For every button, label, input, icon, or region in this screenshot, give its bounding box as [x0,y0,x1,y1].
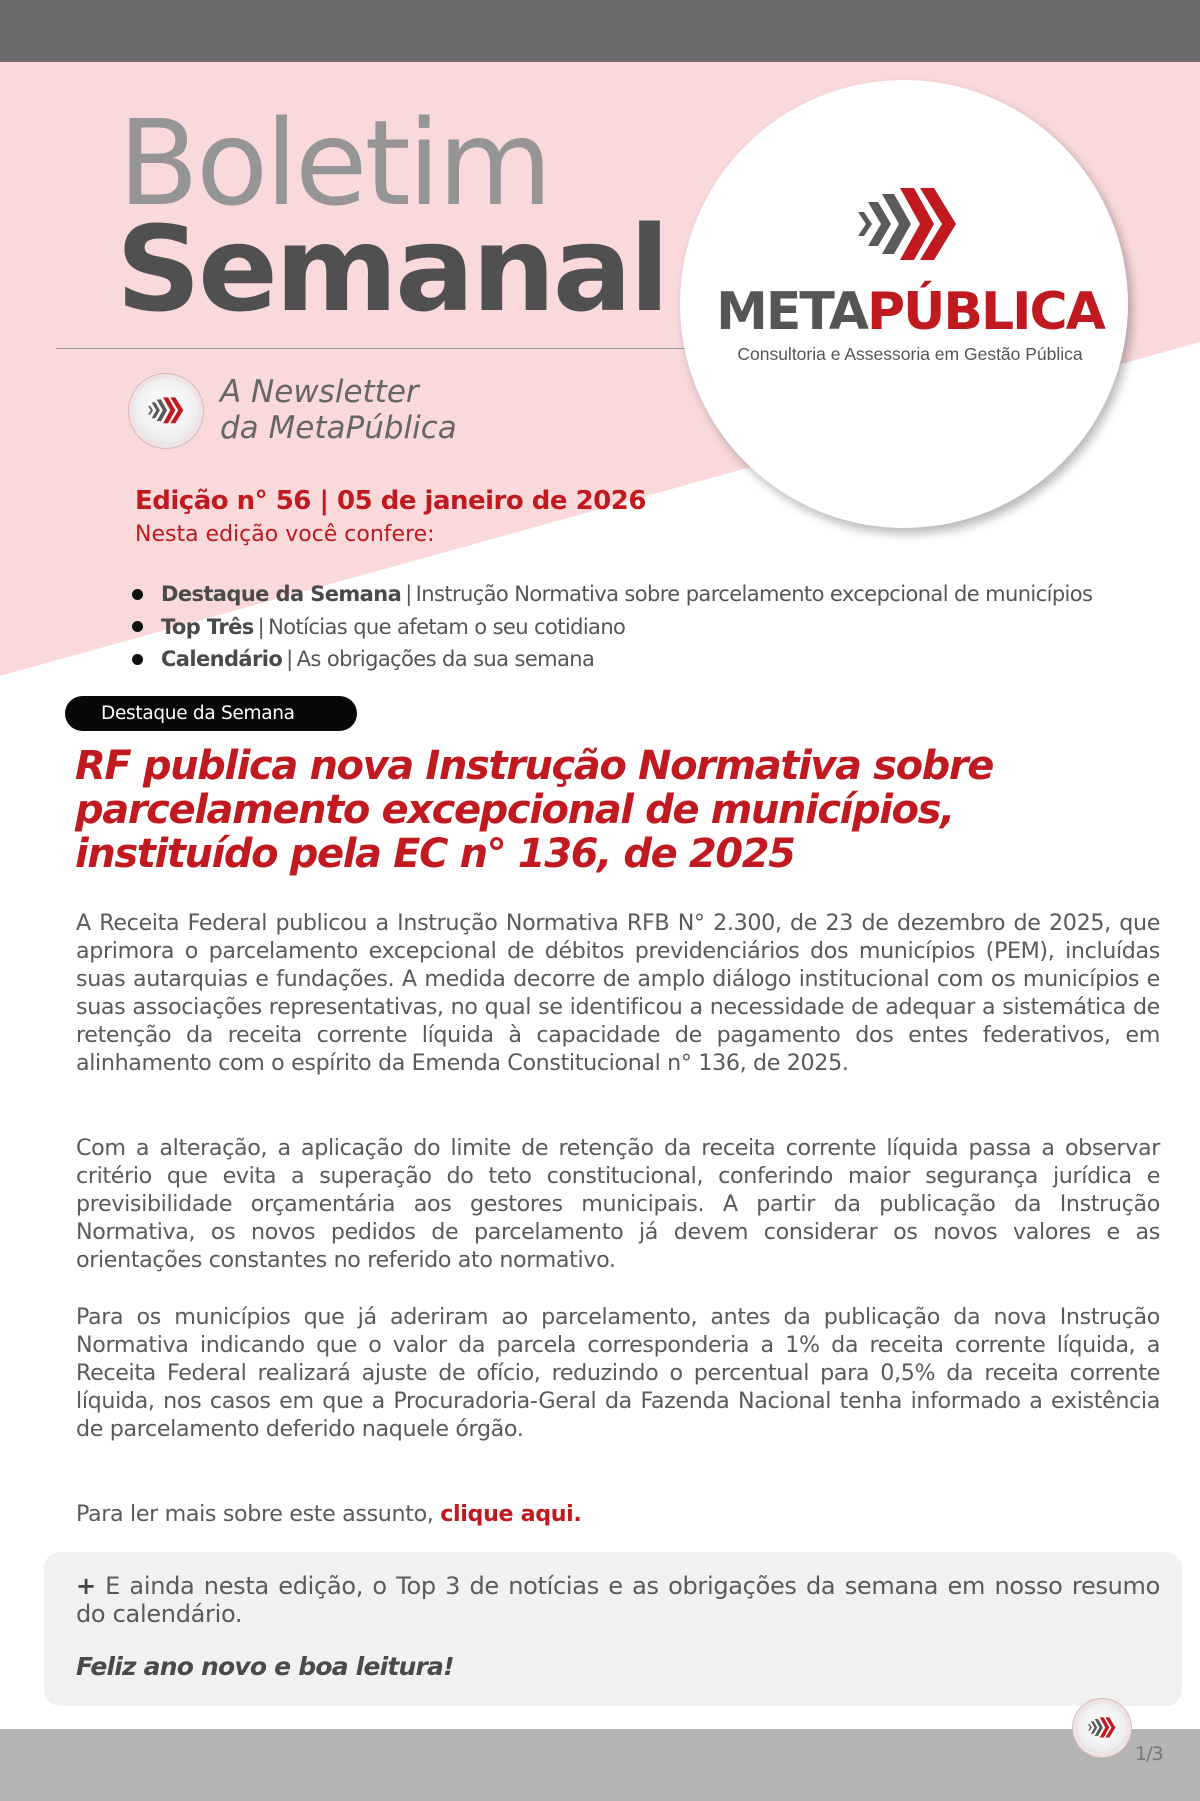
chevrons-right-icon [1088,1717,1116,1739]
brand-tagline: Consultoria e Assessoria em Gestão Pública [737,344,1083,364]
article-paragraph-1: A Receita Federal publicou a Instrução Normativa RFB N° 2.300, de 23 de dezembro de 2025, que aprimora o parcelamento excepcional de débitos previdenciários dos municípios (PEM), incluídas suas autarquias e fundações. A medida decorre de amplo diálogo institucional com os municípios e suas associações representativas, no qual se identificou a necessidade de adequar a sistemática de retenção da receita corrente líquida à capacidade de pagamento dos entes federativos, em alinhamento com o espírito da Emenda Constitucional n° 136, de 2025. [76,910,1160,1076]
bullet-icon [132,654,143,665]
toc-label: Top Três [161,614,254,639]
read-more-prefix: Para ler mais sobre este assunto, [76,1501,441,1527]
read-more-link[interactable]: clique aqui. [440,1501,582,1527]
toc-description: Instrução Normativa sobre parcelamento excepcional de municípios [415,582,1093,606]
callout-text [76,1572,1160,1628]
callout-closing: Feliz ano novo e boa leitura! [76,1652,454,1681]
page-indicator: 1/3 [1135,1743,1163,1765]
article-paragraph-2: Com a alteração, a aplicação do limite de retenção da receita corrente líquida passa a observar critério que evita a superação do teto constitucional, conferindo maior segurança jurídica e previsibilidade orçamentária aos gestores municipais. A partir da publicação da Instrução Normativa, os novos pedidos de parcelamento já devem considerar os novos valores e as orientações constantes no referido ato normativo. [76,1135,1160,1273]
table-of-contents [132,578,1092,676]
callout-body: E ainda nesta edição, o Top 3 de notícias e as obrigações da semana em nosso resumo do calendário. [76,1572,1160,1628]
chevrons-right-icon [148,397,184,425]
toc-label: Calendário [161,647,283,671]
edition-intro: Nesta edição você confere: [135,522,435,547]
plus-icon: + [76,1572,96,1600]
title-boletim: Boletim [118,94,550,232]
toc-separator: | [405,582,412,606]
toc-label: Destaque da Semana [161,582,402,606]
top-bar [0,0,1200,62]
title-semanal: Semanal [116,200,667,338]
section-label-pill: Destaque da Semana [65,696,357,731]
brand-wordmark [710,282,1110,342]
toc-item-calendario [132,643,1092,676]
title-divider [56,348,696,349]
callout-box [44,1552,1182,1706]
read-more-line [76,1500,1160,1528]
bottom-bar [0,1729,1200,1801]
brand-name-meta: META [716,282,868,342]
newsletter-badge [133,378,199,444]
subtitle-line-1: A Newsletter [220,374,419,410]
toc-separator: | [257,614,265,639]
footer-badge [1077,1703,1127,1753]
edition-title: Edição n° 56 | 05 de janeiro de 2026 [135,486,646,516]
toc-separator: | [286,647,293,671]
chevrons-right-icon [858,188,958,264]
bullet-icon [132,621,143,632]
toc-description: Notícias que afetam o seu cotidiano [268,614,626,639]
newsletter-subtitle [220,374,457,446]
toc-item-destaque [132,578,1092,611]
toc-item-top-tres [132,611,1092,644]
article-paragraph-3: Para os municípios que já aderiram ao parcelamento, antes da publicação da nova Instrução Normativa indicando que o valor da parcela corresponderia a 1% da receita corrente líquida, a Receita Federal realizará ajuste de ofício, reduzindo o percentual para 0,5% da receita corrente líquida, nos casos em que a Procuradoria-Geral da Fazenda Nacional tenha informado a existência de parcelamento deferido naquele órgão. [76,1304,1160,1442]
article-headline: RF publica nova Instrução Normativa sobre parcelamento excepcional de municípios, instituído pela EC n° 136, de 2025 [75,743,993,877]
brand-logo [680,80,1128,528]
subtitle-line-2: da MetaPública [220,410,457,446]
bullet-icon [132,589,143,600]
brand-name-publica: PÚBLICA [867,282,1104,342]
toc-description: As obrigações da sua semana [296,647,595,671]
